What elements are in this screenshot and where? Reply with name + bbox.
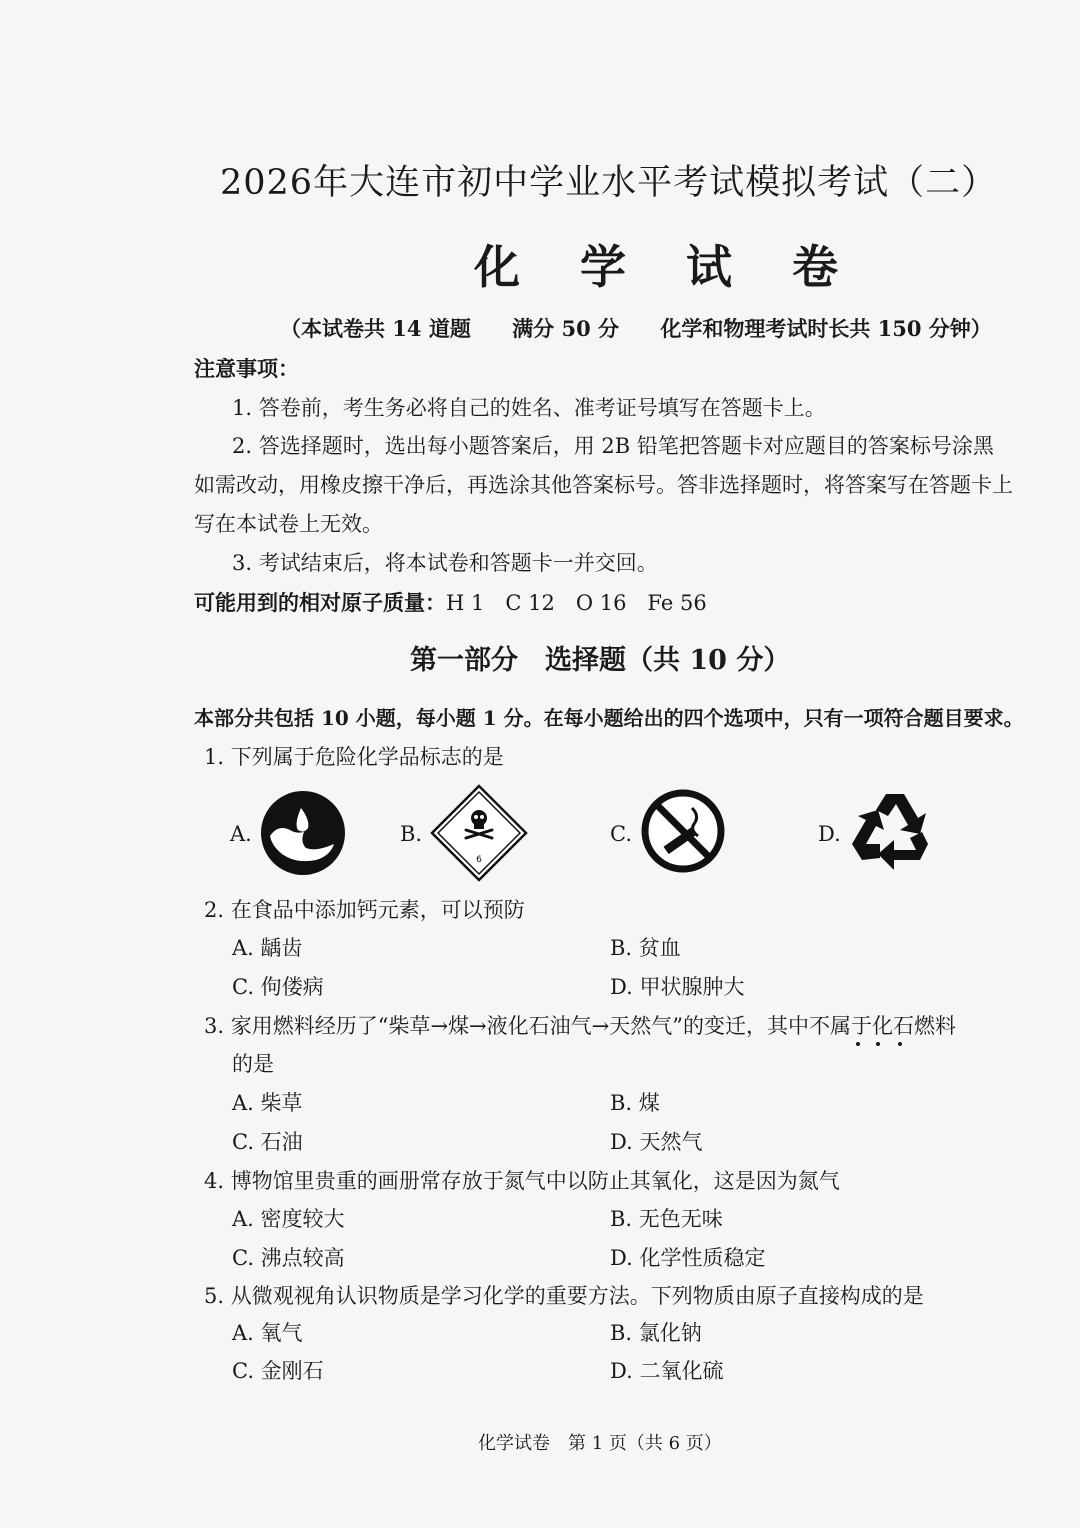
no-smoking-icon xyxy=(640,788,726,874)
question-3-option-a: A. 柴草 xyxy=(232,1091,303,1115)
question-5-stem: 5. 从微观视角认识物质是学习化学的重要方法。下列物质由原子直接构成的是 xyxy=(204,1284,924,1308)
atomic-mass-label: 可能用到的相对原子质量： xyxy=(194,590,446,615)
question-2-option-d: D. 甲状腺肿大 xyxy=(610,975,745,999)
recycle-icon xyxy=(848,786,940,878)
toxic-diamond-icon xyxy=(430,784,528,882)
question-1-stem: 1. 下列属于危险化学品标志的是 xyxy=(204,745,504,769)
notice-item-2-line-1: 2. 答选择题时，选出每小题答案后，用 2B 铅笔把答题卡对应题目的答案标号涂黑 xyxy=(232,434,994,458)
question-2-stem: 2. 在食品中添加钙元素，可以预防 xyxy=(204,898,525,922)
page-footer: 化学试卷 第 1 页（共 6 页） xyxy=(478,1433,722,1454)
exam-info-score: 满分 50 分 xyxy=(512,316,620,341)
emphasis-dot xyxy=(898,1042,902,1046)
question-4-stem: 4. 博物馆里贵重的画册常存放于氮气中以防止其氧化，这是因为氮气 xyxy=(204,1169,840,1193)
question-1-option-d: D. xyxy=(818,822,841,846)
section-title: 第一部分 选择题（共 10 分） xyxy=(410,645,791,676)
question-3-option-b: B. 煤 xyxy=(610,1091,660,1115)
atomic-mass-values: H 1 C 12 O 16 Fe 56 xyxy=(446,591,707,615)
question-3-option-c: C. 石油 xyxy=(232,1130,303,1154)
question-4-option-b: B. 无色无味 xyxy=(610,1207,723,1231)
question-2-option-c: C. 佝偻病 xyxy=(232,975,324,999)
question-5-option-c: C. 金刚石 xyxy=(232,1359,324,1383)
notice-item-2-line-2: 如需改动，用橡皮擦干净后，再选涂其他答案标号。答非选择题时，将答案写在答题卡上 xyxy=(194,473,1013,497)
notice-item-1: 1. 答卷前，考生务必将自己的姓名、准考证号填写在答题卡上。 xyxy=(232,396,826,420)
exam-info-duration: 化学和物理考试时长共 150 分钟） xyxy=(660,316,992,341)
question-2-option-b: B. 贫血 xyxy=(610,936,681,960)
exam-info xyxy=(280,318,992,339)
question-4-option-c: C. 沸点较高 xyxy=(232,1246,345,1270)
notice-item-2-line-3: 写在本试卷上无效。 xyxy=(194,512,383,536)
atomic-mass-line xyxy=(194,592,707,614)
exam-title: 2026年大连市初中学业水平考试模拟考试（二） xyxy=(220,163,998,203)
question-5-option-b: B. 氯化钠 xyxy=(610,1321,702,1345)
question-5-option-a: A. 氧气 xyxy=(232,1321,303,1345)
section-description: 本部分共包括 10 小题，每小题 1 分。在每小题给出的四个选项中，只有一项符合题目要求。 xyxy=(194,706,1024,730)
corrosive-symbol-icon xyxy=(260,790,346,876)
question-3-stem-line-2: 的是 xyxy=(232,1052,274,1076)
question-4-option-a: A. 密度较大 xyxy=(232,1207,345,1231)
question-4-option-d: D. 化学性质稳定 xyxy=(610,1246,766,1270)
exam-info-questions: （本试卷共 14 道题 xyxy=(280,316,471,341)
notice-label: 注意事项： xyxy=(194,356,299,381)
notice-item-3: 3. 考试结束后，将本试卷和答题卡一并交回。 xyxy=(232,551,658,575)
question-2-option-a: A. 龋齿 xyxy=(232,936,303,960)
question-3-stem-line-1: 3. 家用燃料经历了“柴草→煤→液化石油气→天然气”的变迁，其中不属于化石燃料 xyxy=(204,1014,956,1038)
exam-subject-title: 化 学 试 卷 xyxy=(474,240,861,294)
question-1-option-a: A. xyxy=(230,822,252,846)
question-3-option-d: D. 天然气 xyxy=(610,1130,703,1154)
question-5-option-d: D. 二氧化硫 xyxy=(610,1359,724,1383)
question-1-option-c: C. xyxy=(610,822,632,846)
question-1-option-b: B. xyxy=(400,822,423,846)
emphasis-dot xyxy=(876,1042,880,1046)
emphasis-dot xyxy=(856,1042,860,1046)
diamond-class-number: 6 xyxy=(476,855,482,865)
